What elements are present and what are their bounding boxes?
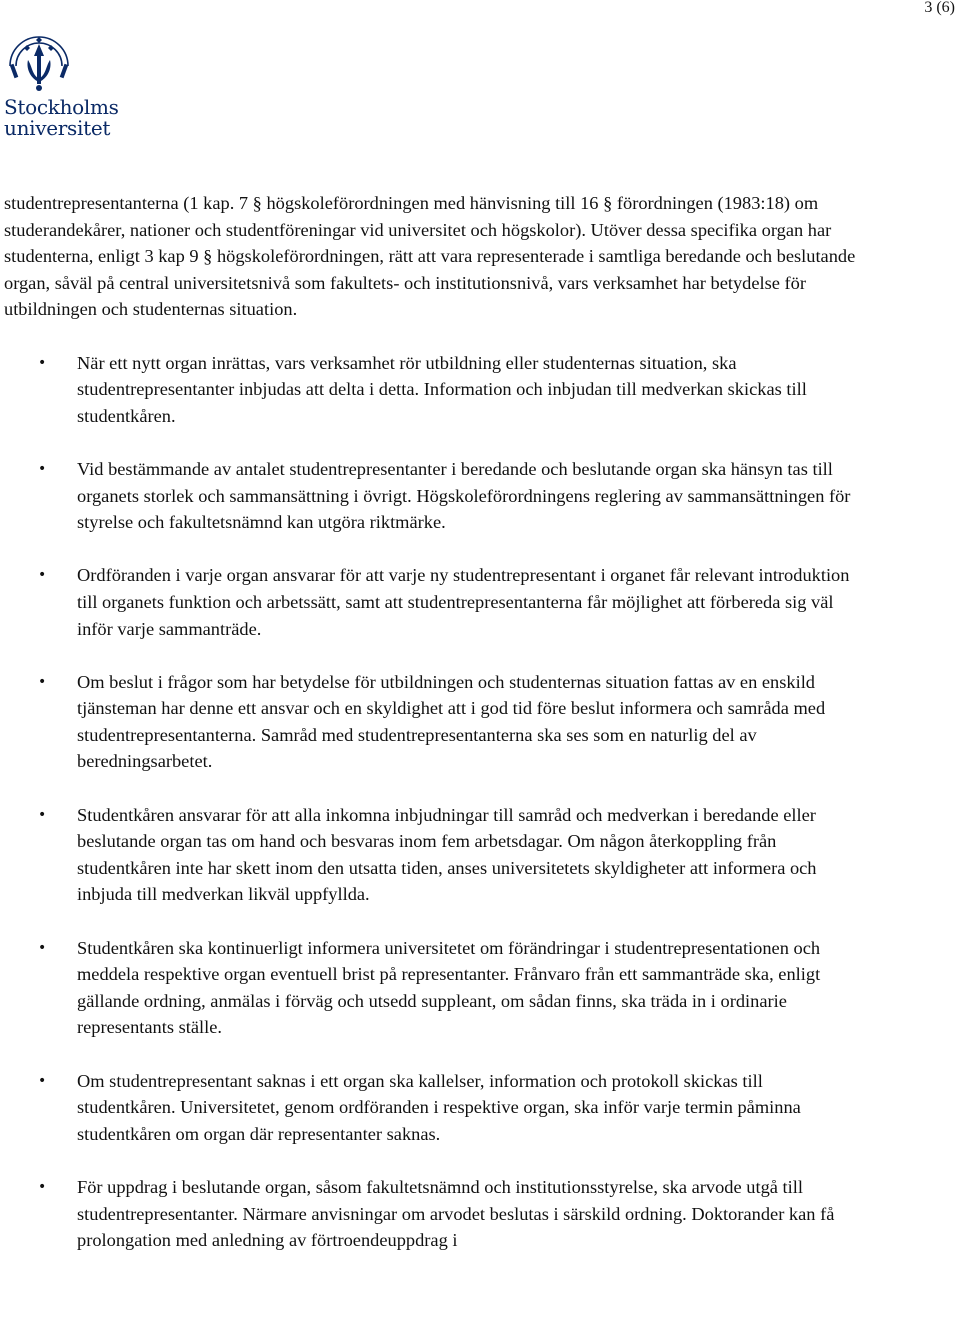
list-item — [4, 350, 856, 430]
logo-wordmark — [4, 97, 119, 139]
list-item-text: När ett nytt organ inrättas, vars verksamhet rör utbildning eller studenternas situation, ska studentrepresentanter inbjudas att delta i detta. Information och inbjudan till medverkan skickas till studentkåren. — [77, 352, 807, 426]
list-item — [4, 1174, 856, 1254]
list-item — [4, 935, 856, 1041]
logo-wordmark-line2: universitet — [4, 116, 111, 140]
list-item-text: Om studentrepresentant saknas i ett organ ska kallelser, information och protokoll skickas till studentkåren. Universitetet, genom ordföranden i respektive organ, ska inför varje termin påminna studentkåren om organ där representanter saknas. — [77, 1070, 801, 1144]
list-item-text: Studentkåren ska kontinuerligt informera universitetet om förändringar i studentrepresentationen och meddela respektive organ eventuell brist på representanter. Frånvaro från ett sammanträde ska, enligt gällande ordning, anmälas i förväg och utsedd suppleant, om sådan finns, ska träda in i ordinarie representants ställe. — [77, 937, 821, 1038]
list-item — [4, 802, 856, 908]
bullet-icon: • — [38, 1178, 47, 1195]
page-number: 3 (6) — [924, 0, 955, 16]
lead-paragraph: studentrepresentanterna (1 kap. 7 § högskoleförordningen med hänvisning till 16 § förordningen (1983:18) om studerandekårer, nationer och studentföreningar vid universitet och högskolor). Utöver dessa specifika organ har studenterna, enligt 3 kap 9 § högskoleförordningen, rätt att vara representerade i samtliga beredande och beslutande organ, såväl på central universitetsnivå som fakultets- och institutionsnivå, vars verksamhet har betydelse för utbildningen och studenternas situation. — [4, 193, 856, 320]
list-item-text: Vid bestämmande av antalet studentrepresentanter i beredande och beslutande organ ska hänsyn tas till organets storlek och sammansättning i övrigt. Högskoleförordningens reglering av sammansättningen för styrelse och fakultetsnämnd kan utgöra riktmärke. — [77, 458, 851, 533]
list-item-text: Studentkåren ansvarar för att alla inkomna inbjudningar till samråd och medverkan i beredande eller beslutande organ tas om hand och besvaras inom fem arbetsdagar. Om någon återkoppling från studentkåren inte har skett inom den utsatta tiden, anses universitetets skyldigheter att informera och inbjuda till medverkan likväl uppfyllda. — [77, 804, 817, 905]
list-item — [4, 1068, 856, 1148]
list-item-text: För uppdrag i beslutande organ, såsom fakultetsnämnd och institutionsstyrelse, ska arvode utgå till studentrepresentanter. Närmare anvisningar om arvodet beslutas i särskild ordning. Doktorander kan få prolongation med anledning av förtroendeuppdrag i — [77, 1176, 835, 1251]
list-item-text: Ordföranden i varje organ ansvarar för att varje ny studentrepresentant i organet får relevant introduktion till organets funktion och arbetssätt, samt att studentrepresentanterna får möjlighet att förbereda sig väl inför varje sammanträde. — [77, 565, 850, 639]
document-body — [4, 190, 856, 1280]
list-item — [4, 456, 856, 536]
list-item — [4, 669, 856, 775]
bullet-icon: • — [38, 673, 47, 690]
logo-wordmark-line1: Stockholms — [4, 95, 119, 119]
bullet-icon: • — [38, 1072, 47, 1089]
bullet-icon: • — [38, 567, 47, 584]
list-item-text: Om beslut i frågor som har betydelse för utbildningen och studenternas situation fattas av en enskild tjänsteman har denne ett ansvar och en skyldighet att i god tid före beslut informera och samråda med studentrepresentanterna. Samråd med studentrepresentanterna ska ses som en naturlig del av beredningsarbetet. — [77, 671, 826, 772]
requirements-list — [4, 350, 856, 1254]
university-seal-icon — [4, 36, 74, 96]
bullet-icon: • — [38, 806, 47, 823]
bullet-icon: • — [38, 460, 47, 477]
bullet-icon: • — [38, 354, 47, 371]
university-logo — [4, 36, 122, 140]
bullet-icon: • — [38, 939, 47, 956]
list-item — [4, 562, 856, 642]
